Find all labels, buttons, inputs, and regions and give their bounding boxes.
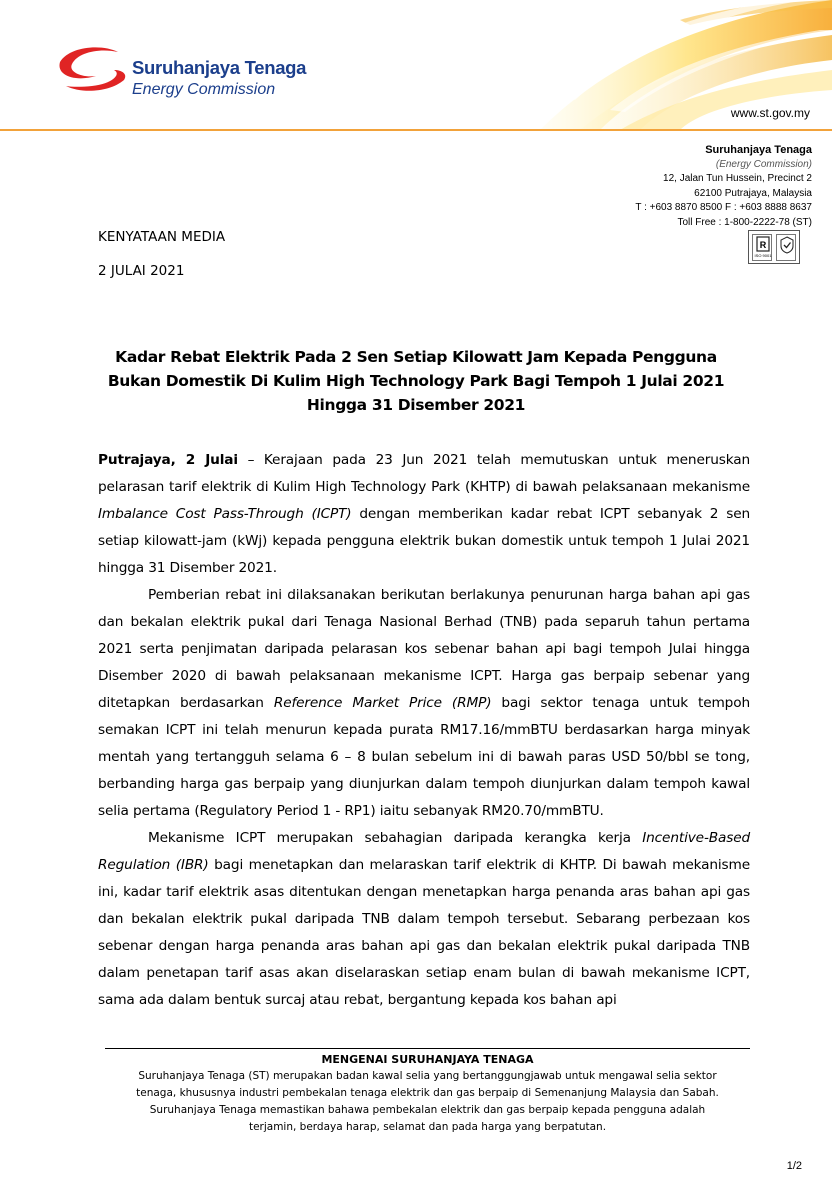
svg-text:R: R	[759, 240, 767, 250]
about-section	[105, 1051, 750, 1136]
dateline: Putrajaya, 2 Julai	[98, 452, 238, 468]
address-line-2: 62100 Putrajaya, Malaysia	[694, 187, 812, 199]
footer-divider	[105, 1048, 750, 1049]
check-shield-icon	[777, 235, 797, 255]
logo-org-name: Suruhanjaya Tenaga	[132, 57, 307, 78]
lr-icon	[753, 235, 773, 255]
about-line-1: Suruhanjaya Tenaga (ST) merupakan badan kawal selia yang bertanggungjawab untuk mengawal selia sektor	[138, 1070, 717, 1082]
energy-commission-logo	[52, 40, 352, 110]
about-line-2: tenaga, khususnya industri pembekalan tenaga elektrik dan gas berpaip di Semenanjung Malaysia dan Sabah.	[136, 1087, 719, 1099]
iso-certification-badge	[748, 230, 800, 264]
address-line-1: 12, Jalan Tun Hussein, Precinct 2	[663, 173, 812, 184]
iso-label: ISO 9001	[754, 253, 772, 258]
iso-9001-mark	[752, 234, 772, 261]
document-date: 2 JULAI 2021	[98, 263, 185, 279]
logo-swoosh-icon	[52, 40, 132, 100]
logo-org-subtitle: Energy Commission	[132, 81, 276, 98]
header-divider	[0, 129, 832, 131]
page-number: 1/2	[786, 1160, 802, 1172]
website-link[interactable]: www.st.gov.my	[730, 106, 810, 120]
paragraph-2: Pemberian rebat ini dilaksanakan berikutan berlakunya penurunan harga bahan api gas dan bekalan elektrik pukal dari Tenaga Nasional Berhad (TNB) pada separuh tahun pertama 2021 serta penjimatan daripada pelarasan kos sebenar bahan api bagi tempoh Julai hingga Disember 2020 di bawah pelaksanaan mekanisme ICPT. Harga gas berpaip sebenar yang ditetapkan berdasarkan Reference Market Price (RMP) bagi sektor tenaga untuk tempoh semakan ICPT ini telah menurun kepada purata RM17.16/mmBTU berdasarkan harga minyak mentah yang tertangguh selama 6 – 8 bulan sebelum ini di bawah paras USD 50/bbl se tong, berbanding harga gas berpaip yang diunjurkan dalam tempoh diunjurkan dalam tempoh kawal selia pertama (Regulatory Period 1 - RP1) iaitu sebanyak RM20.70/mmBTU.	[98, 587, 750, 819]
press-release-body	[98, 447, 750, 1014]
address-block	[635, 143, 812, 230]
address-org-name: Suruhanjaya Tenaga	[705, 144, 812, 156]
paragraph-3: Mekanisme ICPT merupakan sebahagian daripada kerangka kerja Incentive-Based Regulation (IBR) bagi menetapkan dan melaraskan tarif elektrik di KHTP. Di bawah mekanisme ini, kadar tarif elektrik asas ditentukan dengan menetapkan harga penanda aras bahan api gas dan bekalan elektrik pukal daripada TNB dalam tempoh tersebut. Sebarang perbezaan kos sebenar dengan harga penanda aras bahan api gas dan bekalan elektrik pukal daripada TNB dalam penetapan tarif asas akan diselaraskan setiap enam bulan di bawah mekanisme ICPT, sama ada dalam bentuk surcaj atau rebat, bergantung kepada kos bahan api	[98, 830, 750, 1008]
about-line-3: Suruhanjaya Tenaga memastikan bahawa pembekalan elektrik dan gas berpaip kepada pengguna adalah	[149, 1104, 706, 1116]
accreditation-mark	[776, 234, 796, 261]
address-toll-free: Toll Free : 1-800-2222-78 (ST)	[677, 216, 812, 228]
press-release-title: Kadar Rebat Elektrik Pada 2 Sen Setiap Kilowatt Jam Kepada Pengguna Bukan Domestik Di Kulim High Technology Park Bagi Tempoh 1 Julai 2021 Hingga 31 Disember 2021	[107, 348, 725, 414]
address-org-subtitle: (Energy Commission)	[715, 158, 812, 170]
document-type-label: KENYATAAN MEDIA	[98, 229, 226, 245]
paragraph-1: Putrajaya, 2 Julai – Kerajaan pada 23 Jun 2021 telah memutuskan untuk meneruskan pelarasan tarif elektrik di Kulim High Technology Park (KHTP) di bawah pelaksanaan mekanisme Imbalance Cost Pass-Through (ICPT) dengan memberikan kadar rebat ICPT sebanyak 2 sen setiap kilowatt-jam (kWj) kepada pengguna elektrik bukan domestik untuk tempoh 1 Julai 2021 hingga 31 Disember 2021.	[98, 452, 751, 576]
about-line-4: terjamin, berdaya harap, selamat dan pada harga yang berpatutan.	[248, 1121, 607, 1133]
about-title: MENGENAI SURUHANJAYA TENAGA	[321, 1053, 534, 1066]
address-phone-fax: T : +603 8870 8500 F : +603 8888 8637	[635, 202, 812, 213]
